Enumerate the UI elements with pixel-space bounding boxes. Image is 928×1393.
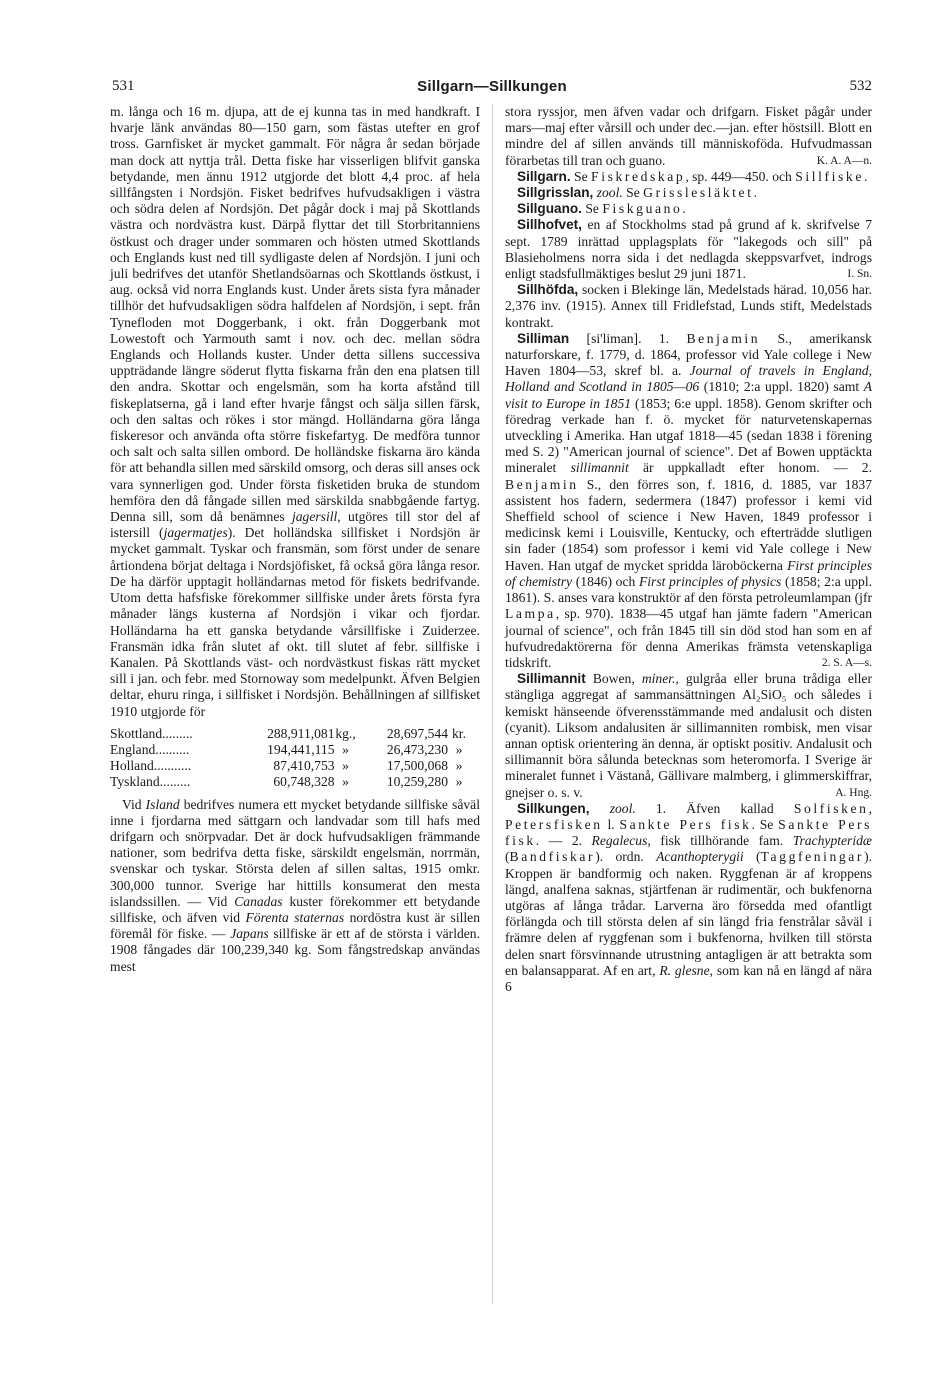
catch-statistics-table: [110, 726, 470, 791]
headword: Silliman: [517, 330, 570, 346]
stat-unit-kr: »: [455, 774, 463, 790]
herring-fishing-paragraph: m. långa och 16 m. djupa, att de ej kunna tas in med handkraft. I hvarje länk användas 80—150 garn, som fästas utefter en grof tross. Garnfisket är mycket gammalt. För några år sedan började man dock att nyttja trål. Detta fiske har visserligen blifvit ganska betydande, men ännu 1912 utgjorde det blott 4,4 proc. af hela sillfångsten i Nordsjön. Fisket bedrifves hufvudsakligen i västra och södra delen af Nordsjön. Det pågår dock i maj på Skottlands västra och nordvästra kust. Därpå flyttar det till Storbritanniens östkust och drager under sommaren och hösten utmed Skottlands och Englands kust ned till sydligaste delen af Nordsjön. I juni och juli bedrifves det utanför Shetlandsöarnas och Skottlands östkust, i aug. också vid norra Englands kust. Under årets sista fyra månader tillhör det hufvudsakligen södra halfdelen af Nordsjön, i sept. från Tynefloden mot Doggerbank, i okt. från Doggerbank mot Lowestoft och Yarmouth samt i nov. och dec. mellan södra Englands och Hollands kuster. Under detta sillens successiva uppträdande längre söderut flytta fiskarna från den ena platsen till den andra. Skottar och engelsmän, som ha korta afstånd till fiskeplatserna, gå i land efter hvarje fångst och sälja sillen färsk, och den saltas och rökes i stor mängd. Holländarna göra långa fiskeresor och använda ofta större fiskefartyg. De medföra tunnor och salt och salta sillen ombord. De holländske fiskarna äro kända för att behandla sillen med särskild omsorg, och deras sill anses ock vara synnerligen god. Under första fisketiden bruka de stundom hemföra den då fångade sillen med särskilda snabbgående fartyg. Denna sill, som då benämnes jagersill, utgöres till stor del af istersill (jagermatjes). Det holländska sillfisket i Nordsjön är mycket gammalt. Tyskar och fransmän, som först under de senare årtiondena börjat deltaga i Nordsjöfisket, få också göra långa resor. De ha därför upptagit holländarnas metod för fiskets bedrifvande. Utom detta hafsfiske förekommer sillfiske under årets första fyra månader längs kusterna af Nordsjön i vikar och fjordar. Holländarna ha ett ganska betydande vårsillfiske i Zuiderzee. Fransmän idka från slutet af okt. till slutet af febr. sillfiske i Kanalen. På Skottlands väst- och nordvästkust fiskas rätt mycket sill i jan. och febr. med Stornoway som medelpunkt. Äfven Belgien deltar, ehuru ringa, i sillfisket i Nordsjön. Behållningen af sillfisket 1910 utgjorde för: [110, 104, 480, 719]
stat-country: England..........: [110, 741, 190, 757]
author-signature: I. Sn.: [847, 268, 872, 281]
headword: Sillgarn.: [517, 168, 571, 184]
table-row: [110, 758, 470, 774]
column-divider: [492, 104, 493, 1304]
stat-value: 26,473,230: [386, 741, 448, 757]
iceland-paragraph: Vid Island bedrifves numera ett mycket betydande sillfiske såväl inne i fjordarna med sättgarn och landvadar som till hafs med drifgarn och snörpvadar. Det är dock hufvudsakligen främmande nationer, som bedrifva detta fiske, särskildt engelsmän, norrmän, svenskar och tyskar. Största delen af sillen saltas, 1915 omkr. 300,000 tunnor. Sverige har hittills konsumerat den mesta islandssillen. — Vid Canadas kuster förekommer ett betydande sillfiske, och äfven vid Förenta staternas nordöstra kust är sillen föremål för fiske. — Japans sillfiske är ett af de största i världen. 1908 fångades där 100,239,340 kg. Som fångstredskap användas mest: [110, 796, 480, 974]
author-signature: K. A. A—n.: [816, 154, 872, 167]
headword: Sillhöfda,: [517, 282, 579, 298]
stat-value: 10,259,280: [386, 774, 448, 790]
entry-sillkungen: Sillkungen, zool. 1. Äfven kallad Solfisken, Petersfisken l. Sankte Pers fisk. Se Sankte Pers fisk. — 2. Regalecus, fisk tillhörande fam. Trachypteridæ (Bandfiskar). ordn. Acanthopterygii (Taggfeningar). Kroppen är bandformig och naken. Ryggfenan är af kroppens längd, analfena saknas, stjärtfenan är rudimentär, och bukfenorna utgöras af långa trådar. Larverna äro försedda med ofantligt förlängda och till största delen af sin längd fria fenstrålar såväl i främre delen af ryggfenan som i bukfenorna, hvilken till största delen snart försvinnande utrustning antagligen är att betrakta som en balansapparat. Af en art, R. glesne, som kan nå en längd af nära 6: [505, 800, 872, 994]
running-title: Sillgarn—Sillkungen: [417, 78, 567, 95]
stat-weight: 288,911,081: [267, 725, 335, 741]
page-number-left: 531: [112, 78, 135, 94]
stat-unit-kg: »: [342, 774, 349, 790]
stat-unit-kg: »: [342, 741, 349, 757]
headword: Sillhofvet,: [517, 217, 582, 233]
stat-unit-kr: kr.: [452, 725, 466, 741]
stat-country: Tyskland.........: [110, 774, 191, 790]
entry-sillimannit: Sillimannit Bowen, miner., gulgråa eller bruna trådiga eller stängliga aggregat af sammansättningen Al₂SiO₅ och således i kemiskt hänseende öfverensstämmande med andalusit och disten (cyanit). Liksom andalusiten är sillimanniten rombisk, men visar annan optisk orientering än denna, är optiskt positiv. Andalusit och sillimannit böra sålunda betecknas som heteromorfa. I Sverige är mineralet funnet i Västanå, Gällivare malmberg, i glimmerskiffrar, gnejser o. s. v. A. Hng.: [505, 671, 872, 800]
entry-sillgrisslan: Sillgrisslan, zool. Se Grisslesläktet.: [517, 185, 757, 201]
stat-unit-kg: kg.,: [335, 725, 356, 741]
table-row: [110, 742, 470, 758]
stat-country: Holland...........: [110, 758, 192, 774]
stat-weight: 194,441,115: [267, 741, 335, 757]
continuation-paragraph: stora ryssjor, men äfven vadar och drifgarn. Fisket pågår under mars—maj efter vårsill och under dec.—jan. efter höstsill. Blott en mindre del af sillen används till människoföda. Hufvudmassan förarbetas till tran och guano. K. A. A—n.: [505, 104, 872, 168]
table-row: [110, 774, 470, 790]
stat-unit-kg: »: [342, 758, 349, 774]
left-column: [110, 104, 480, 975]
entry-sillguano: Sillguano. Se Fiskguano.: [517, 201, 686, 217]
stat-value: 28,697,544: [386, 725, 448, 741]
stat-unit-kr: »: [455, 741, 463, 757]
table-row: [110, 726, 470, 742]
page-header: [112, 78, 872, 98]
entry-silliman: Silliman [si'liman]. 1. Benjamin S., amerikansk naturforskare, f. 1779, d. 1864, professor vid Yale college i New Haven 1804—53, skref bl. a. Journal of travels in England, Holland and Scotland in 1805—06 (1810; 2:a uppl. 1820) samt A visit to Europe in 1851 (1853; 6:e uppl. 1858). Genom skrifter och föredrag verkade han f. ö. mycket för naturvetenskapernas utveckling i Amerika. Han utgaf 1818—45 (sedan 1838 i förening med S. 2) "American journal of science". Det af Bowen upptäckta mineralet sillimannit är uppkalladt efter honom. — 2. Benjamin S., den förres son, f. 1816, d. 1885, var 1837 assistent hos fadern, sedermera (1847) professor i kemi vid Sheffield school of science i New Haven, 1849 professor i medicinsk kemi i Louisville, Kentucky, och efterträdde slutligen sin fader (1854) som professor i kemi vid Yale college i New Haven. Han utgaf de mycket spridda läroböckerna First principles of chemistry (1846) och First principles of physics (1858; 2:a uppl. 1861). S. anses vara konstruktör af den första petroleumlampan (jfr Lampa, sp. 970). 1838—45 utgaf han jämte fadern "American journal of science", och från 1845 till sin död stod han som en af hufvudredaktörerna för denna Amerikas främsta vetenskapliga tidskrift. 2. S. A—s.: [505, 330, 872, 670]
headword: Sillguano.: [517, 201, 582, 217]
entry-sillhofda: Sillhöfda, socken i Blekinge län, Medelstads härad. 10,056 har. 2,376 inv. (1915). Annex till Fridlefstad, Lunds stift, Medelstads kontrakt.: [505, 282, 872, 330]
stat-value: 17,500,068: [386, 758, 448, 774]
stat-country: Skottland.........: [110, 725, 193, 741]
stat-weight: 87,410,753: [273, 758, 335, 774]
entry-sillgarn: Sillgarn. Se Fiskredskap, sp. 449—450. och Sillfiske.: [517, 168, 868, 184]
headword: Sillimannit: [517, 671, 586, 687]
author-signature: 2. S. A—s.: [821, 656, 872, 669]
headword: Sillgrisslan,: [517, 185, 594, 201]
page-number-right: 532: [849, 78, 872, 94]
stat-weight: 60,748,328: [273, 774, 335, 790]
author-signature: A. Hng.: [835, 786, 872, 799]
right-column: [505, 104, 872, 995]
headword: Sillkungen,: [517, 800, 590, 816]
entry-sillhofvet: Sillhofvet, en af Stockholms stad på grund af k. skrifvelse 7 sept. 1789 inrättad upplagsplats för "lakegods och sill" på Blasieholmens norra sida i det nedlagda skeppsvarfvet, indrogs enligt stadsfullmäktiges beslut 29 juni 1871. I. Sn.: [505, 217, 872, 282]
stat-unit-kr: »: [455, 758, 463, 774]
